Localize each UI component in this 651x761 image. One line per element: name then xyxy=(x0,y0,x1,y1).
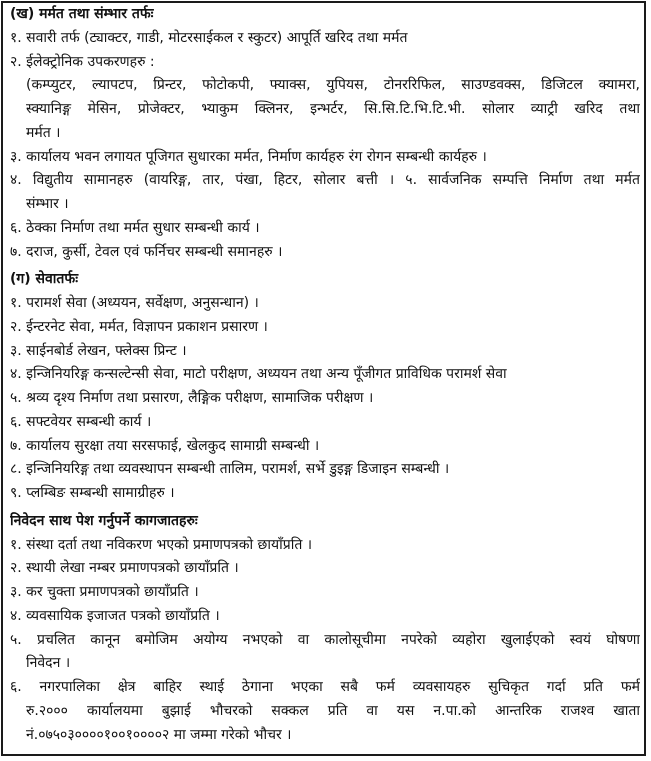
list-item-text: ३. कर चुक्ता प्रमाणपत्रको छायाँप्रति । xyxy=(10,584,199,600)
list-item xyxy=(10,482,640,506)
list-item-continuation: स्क्यानिङ्ग मेसिन, प्रोजेक्टर, भ्याकुम क्लिनर, इन्भर्टर, सि.सि.टि.भि.टि.भी. सोलार व्याट्री खरिद तथा xyxy=(26,101,640,117)
list-item xyxy=(10,363,640,387)
list-item-text: २. ईन्टरनेट सेवा, मर्मत, विज्ञापन प्रकाशन प्रसारण । xyxy=(10,318,268,335)
list-item-text: ४. विद्युतीय सामानहरु (वायरिङ्ग, तार, पंखा, हिटर, सोलार बत्ती । ५. सार्वजनिक सम्पत्ति निर्माण तथा मर्मत xyxy=(10,172,640,189)
list-item xyxy=(10,629,640,677)
maintenance-section xyxy=(10,3,640,264)
list-item xyxy=(10,217,640,241)
list-item-text: २. ईलेक्ट्रोनिक उपकरणहरु : xyxy=(10,53,155,70)
list-item xyxy=(10,581,640,605)
list-item-text: २. स्थायी लेखा नम्बर प्रमाणपत्रको छायाँप्रति । xyxy=(10,560,239,577)
services-section xyxy=(10,268,640,506)
list-item xyxy=(10,411,640,435)
list-item xyxy=(10,676,640,747)
list-item-text: ५. प्रचलित कानून बमोजिम अयोग्य नभएको वा कालोसूचीमा नपरेको व्यहोरा खुलाईएको स्वयं घोषणा xyxy=(10,631,640,648)
list-item-text: ५. श्रव्य दृश्य निर्माण तथा प्रसारण, लैङ्गिक परीक्षण, सामाजिक परीक्षण । xyxy=(10,390,374,406)
list-item-text: १. सवारी तर्फ (ट्याक्टर, गाडी, मोटरसाईकल र स्कुटर) आपूर्ति खरिद तथा मर्मत xyxy=(10,29,408,46)
document-content xyxy=(10,3,640,747)
list-item-text: ४. व्यवसायिक इजाजत पत्रको छायाँप्रति । xyxy=(10,607,220,624)
list-item xyxy=(10,534,640,558)
list-item-text: १. परामर्श सेवा (अध्ययन, सर्वेक्षण, अनुसन्धान) । xyxy=(10,295,259,311)
list-item-text: ६. नगरपालिका क्षेत्र बाहिर स्थाई ठेगाना भएका सबै फर्म व्यवसायहरु सुचिकृत गर्दा प्रति फर्म xyxy=(10,679,640,695)
list-item xyxy=(10,316,640,340)
list-item-text: ३. साईनबोर्ड लेखन, फ्लेक्स प्रिन्ट । xyxy=(10,342,187,359)
section-heading: (ग) सेवातर्फः xyxy=(10,271,79,288)
required-documents-section xyxy=(10,510,640,748)
section-heading: निवेदन साथ पेश गर्नुपर्ने कागजातहरुः xyxy=(10,512,198,529)
list-item xyxy=(10,27,640,51)
list-item-text: ९. प्लम्बिङ सम्बन्धी सामाग्रीहरु । xyxy=(10,485,175,501)
list-item-text: ८. इन्जिनियरिङ्ग तथा व्यवस्थापन सम्बन्धी तालिम, परामर्श, सर्भे डुइङ्ग डिजाइन सम्बन्धी । xyxy=(10,461,450,478)
list-item xyxy=(10,458,640,482)
list-item xyxy=(10,557,640,581)
list-item xyxy=(10,435,640,459)
list-item xyxy=(10,241,640,265)
list-item-continuation: निवेदन । xyxy=(26,655,71,672)
list-item-continuation: संम्भार । xyxy=(26,196,69,212)
list-item xyxy=(10,605,640,629)
list-item-text: ६. ठेक्का निर्माण तथा मर्मत सुधार सम्बन्धी कार्य । xyxy=(10,219,260,236)
list-item-continuation: (कम्प्युटर, ल्यापटप, प्रिन्टर, फोटोकपी, फ्याक्स, युपियस, टोनररिफिल, साउण्डवक्स, डिजिटल क्यामरा, xyxy=(26,77,640,94)
document-frame xyxy=(1,1,646,756)
list-item-continuation: नं.०७५०३००००१००१००००२ मा जम्मा गरेको भौचर । xyxy=(26,726,292,743)
list-item xyxy=(10,387,640,411)
list-item xyxy=(10,169,640,217)
list-item-continuation: मर्मत । xyxy=(26,124,61,141)
list-item-text: ७. दराज, कुर्सी, टेवल एवं फर्निचर सम्बन्धी समानहरु । xyxy=(10,243,283,260)
list-item xyxy=(10,292,640,316)
list-item xyxy=(10,340,640,364)
list-item-text: ६. सफ्टवेयर सम्बन्धी कार्य । xyxy=(10,413,152,430)
list-item-continuation: रु.२००० कार्यालयमा बुझाई भौचरको सक्कल प्रति वा यस न.पा.को आन्तरिक राजश्व खाता xyxy=(26,702,640,719)
section-heading: (ख) मर्मत तथा संम्भार तर्फः xyxy=(10,6,154,22)
list-item-text: ४. इन्जिनियरिङ्ग कन्सल्टेन्सी सेवा, माटो परीक्षण, अध्ययन तथा अन्य पूँजीगत प्राविधिक परामर्श सेवा xyxy=(10,366,507,383)
list-item xyxy=(10,51,640,146)
list-item-text: १. संस्था दर्ता तथा नविकरण भएको प्रमाणपत्रको छायाँप्रति । xyxy=(10,536,313,553)
list-item-text: ७. कार्यालय सुरक्षा तया सरसफाई, खेलकुद सामाग्री सम्बन्धी । xyxy=(10,437,320,454)
list-item xyxy=(10,146,640,170)
list-item-text: ३. कार्यालय भवन लगायत पूजिगत सुधारका मर्मत, निर्माण कार्यहरु रंग रोगन सम्बन्धी कार्यहरु । xyxy=(10,148,487,165)
